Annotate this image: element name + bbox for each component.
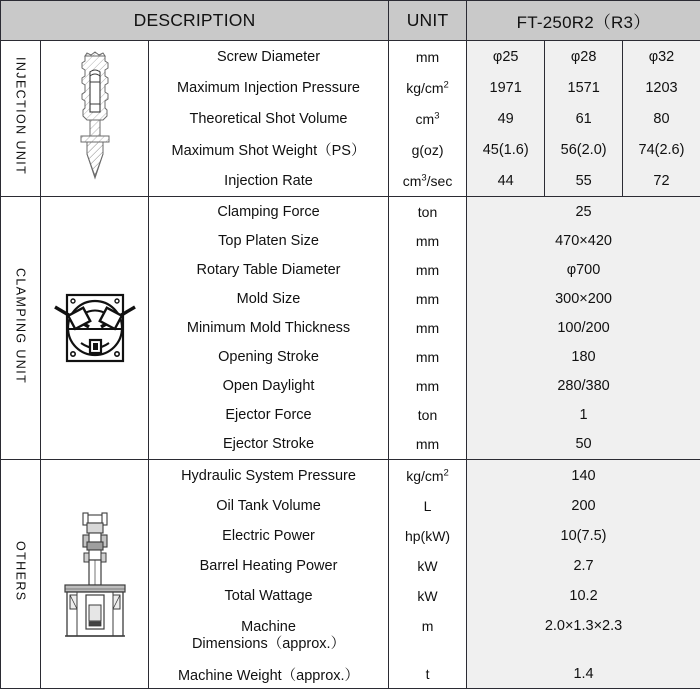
desc-row <box>149 134 388 165</box>
desc-row <box>149 581 388 611</box>
value-cell: 49 <box>467 103 545 134</box>
unit-row <box>389 611 466 661</box>
unit-row <box>389 41 466 72</box>
desc-text: Electric Power <box>222 527 315 544</box>
desc-row <box>149 72 388 103</box>
section-row-clamping-unit <box>1 197 700 460</box>
value-row <box>467 491 700 521</box>
unit-text: L <box>423 497 432 514</box>
value-cell: φ28 <box>545 41 623 72</box>
value-row <box>467 551 700 581</box>
unit-text: mm <box>415 48 440 65</box>
desc-row <box>149 661 388 688</box>
value-column-clamping <box>467 197 700 460</box>
value-row <box>467 521 700 551</box>
desc-row <box>149 41 388 72</box>
value-cell: 300×200 <box>467 285 700 314</box>
value-cell: 470×420 <box>467 227 700 256</box>
desc-text: Ejector Stroke <box>222 436 315 453</box>
unit-text: mm <box>415 262 440 279</box>
unit-row <box>389 461 466 491</box>
description-list-clamping <box>149 198 388 459</box>
unit-text: mm <box>415 320 440 337</box>
unit-row <box>389 134 466 165</box>
desc-row <box>149 256 388 285</box>
section-label-text: OTHERS <box>13 541 28 602</box>
unit-base: cm <box>402 172 422 189</box>
rotary-clamping-unit-icon <box>49 285 141 371</box>
value-cell: 2.7 <box>467 551 700 581</box>
value-row <box>467 343 700 372</box>
value-row <box>467 227 700 256</box>
value-row <box>467 72 700 103</box>
desc-text: Total Wattage <box>224 587 313 604</box>
value-cell: 1203 <box>622 72 700 103</box>
desc-row <box>149 551 388 581</box>
unit-superscript: 3 <box>421 172 427 184</box>
value-cell: 44 <box>467 165 545 196</box>
unit-row <box>389 227 466 256</box>
unit-base: kg/cm <box>406 467 444 484</box>
value-column-others <box>467 460 700 689</box>
value-row <box>467 401 700 430</box>
unit-column-clamping <box>389 197 467 460</box>
desc-text: Hydraulic System Pressure <box>181 467 356 484</box>
desc-text: Minimum Mold Thickness <box>186 320 351 337</box>
value-cell: 200 <box>467 491 700 521</box>
unit-row <box>389 372 466 401</box>
section-label-injection-unit <box>1 41 41 197</box>
unit-row <box>389 430 466 459</box>
unit-text: kW <box>417 557 438 574</box>
value-row <box>467 461 700 491</box>
desc-text: Open Daylight <box>222 378 315 395</box>
header-description: DESCRIPTION <box>1 1 389 41</box>
unit-text <box>389 72 466 103</box>
desc-text: Mold Size <box>236 291 301 308</box>
unit-text: t <box>425 666 430 683</box>
section-label-text: CLAMPING UNIT <box>13 267 28 384</box>
header-row <box>1 1 700 41</box>
unit-row <box>389 521 466 551</box>
unit-text: hp(kW) <box>404 527 451 544</box>
desc-row <box>149 521 388 551</box>
unit-text <box>389 165 466 196</box>
unit-list-clamping <box>389 198 466 459</box>
desc-text: Screw Diameter <box>216 48 321 65</box>
injection-screw-icon <box>63 50 127 188</box>
unit-text: mm <box>415 436 440 453</box>
value-grid-injection <box>467 41 700 196</box>
unit-text: ton <box>417 204 438 221</box>
desc-row <box>149 103 388 134</box>
unit-row <box>389 661 466 688</box>
desc-row <box>149 461 388 491</box>
desc-text: Barrel Heating Power <box>199 557 338 574</box>
desc-text: Ejector Force <box>225 407 312 424</box>
unit-row <box>389 285 466 314</box>
section-row-others <box>1 460 700 689</box>
desc-text: Maximum Shot Weight（PS） <box>171 143 366 160</box>
value-cell: 50 <box>467 430 700 459</box>
desc-row <box>149 611 388 661</box>
unit-list-others <box>389 461 466 688</box>
value-row <box>467 103 700 134</box>
desc-text: Oil Tank Volume <box>216 497 321 514</box>
value-cell: 1971 <box>467 72 545 103</box>
value-cell: 1571 <box>545 72 623 103</box>
desc-text: Top Platen Size <box>218 233 319 250</box>
unit-row <box>389 72 466 103</box>
unit-base: cm <box>415 110 435 127</box>
value-row <box>467 165 700 196</box>
desc-text: Clamping Force <box>217 204 320 221</box>
value-row <box>467 314 700 343</box>
section-diagram-injection-unit <box>41 41 149 197</box>
value-row <box>467 285 700 314</box>
desc-row <box>149 491 388 521</box>
value-row <box>467 430 700 459</box>
value-row <box>467 134 700 165</box>
unit-row <box>389 343 466 372</box>
value-cell: 100/200 <box>467 314 700 343</box>
section-label-others <box>1 460 41 689</box>
desc-row <box>149 227 388 256</box>
value-row <box>467 611 700 661</box>
value-cell: 80 <box>622 103 700 134</box>
description-list-others <box>149 461 388 688</box>
value-row <box>467 372 700 401</box>
unit-row <box>389 198 466 227</box>
value-row <box>467 41 700 72</box>
unit-suffix: /sec <box>426 172 453 189</box>
table-body <box>1 41 700 689</box>
value-cell: 72 <box>622 165 700 196</box>
table-header <box>1 1 700 41</box>
value-cell: 56(2.0) <box>545 134 623 165</box>
desc-row <box>149 343 388 372</box>
desc-row <box>149 372 388 401</box>
desc-row <box>149 198 388 227</box>
value-row <box>467 198 700 227</box>
value-cell: 280/380 <box>467 372 700 401</box>
header-unit: UNIT <box>389 1 467 41</box>
unit-text: g(oz) <box>411 141 444 158</box>
desc-row <box>149 285 388 314</box>
desc-text: Machine Weight（approx.） <box>177 667 360 684</box>
desc-row <box>149 165 388 196</box>
description-column-others <box>149 460 389 689</box>
value-cell: 1 <box>467 401 700 430</box>
desc-text: Opening Stroke <box>218 349 319 366</box>
value-cell: φ25 <box>467 41 545 72</box>
unit-text <box>389 103 466 134</box>
unit-row <box>389 491 466 521</box>
unit-text: mm <box>415 233 440 250</box>
section-label-text: INJECTION UNIT <box>13 57 28 176</box>
value-cell: φ700 <box>467 256 700 285</box>
value-row <box>467 661 700 688</box>
unit-text: mm <box>415 378 440 395</box>
value-cell: 1.4 <box>467 661 700 688</box>
machine-elevation-icon <box>53 509 137 639</box>
value-cell: 140 <box>467 461 700 491</box>
unit-text: mm <box>415 291 440 308</box>
value-row <box>467 256 700 285</box>
unit-text: ton <box>417 407 438 424</box>
unit-superscript: 3 <box>434 110 440 122</box>
section-label-clamping-unit <box>1 197 41 460</box>
value-cell: 61 <box>545 103 623 134</box>
desc-text: Machine Dimensions（approx.） <box>191 619 346 652</box>
unit-row <box>389 165 466 196</box>
description-list-injection <box>149 41 388 196</box>
desc-text: Theoretical Shot Volume <box>189 110 348 127</box>
unit-text: kW <box>417 587 438 604</box>
value-list-clamping <box>467 198 700 459</box>
unit-row <box>389 551 466 581</box>
unit-base: kg/cm <box>406 79 444 96</box>
value-cell: 180 <box>467 343 700 372</box>
value-cell: 10.2 <box>467 581 700 611</box>
value-list-others <box>467 461 700 688</box>
desc-row <box>149 401 388 430</box>
unit-superscript: 2 <box>443 79 449 91</box>
desc-text: Rotary Table Diameter <box>196 262 341 279</box>
value-cell: 2.0×1.3×2.3 <box>467 611 700 661</box>
unit-row <box>389 314 466 343</box>
unit-column-others <box>389 460 467 689</box>
value-cell: 55 <box>545 165 623 196</box>
section-diagram-others <box>41 460 149 689</box>
unit-text <box>389 461 466 491</box>
unit-column-injection <box>389 41 467 197</box>
section-row-injection-unit <box>1 41 700 197</box>
unit-text: mm <box>415 349 440 366</box>
value-row <box>467 581 700 611</box>
desc-text: Maximum Injection Pressure <box>177 79 360 96</box>
section-diagram-clamping-unit <box>41 197 149 460</box>
description-column-injection <box>149 41 389 197</box>
unit-row <box>389 401 466 430</box>
desc-text: Injection Rate <box>224 172 313 189</box>
value-column-injection <box>467 41 700 197</box>
unit-text: m <box>421 617 434 634</box>
header-model: FT-250R2（R3） <box>467 1 700 41</box>
unit-row <box>389 581 466 611</box>
unit-row <box>389 256 466 285</box>
value-cell: 10(7.5) <box>467 521 700 551</box>
unit-superscript: 2 <box>443 466 449 478</box>
desc-row <box>149 314 388 343</box>
description-column-clamping <box>149 197 389 460</box>
value-cell: 25 <box>467 198 700 227</box>
unit-row <box>389 103 466 134</box>
desc-row <box>149 430 388 459</box>
value-cell: 45(1.6) <box>467 134 545 165</box>
unit-list-injection <box>389 41 466 196</box>
value-cell: 74(2.6) <box>622 134 700 165</box>
value-cell: φ32 <box>622 41 700 72</box>
